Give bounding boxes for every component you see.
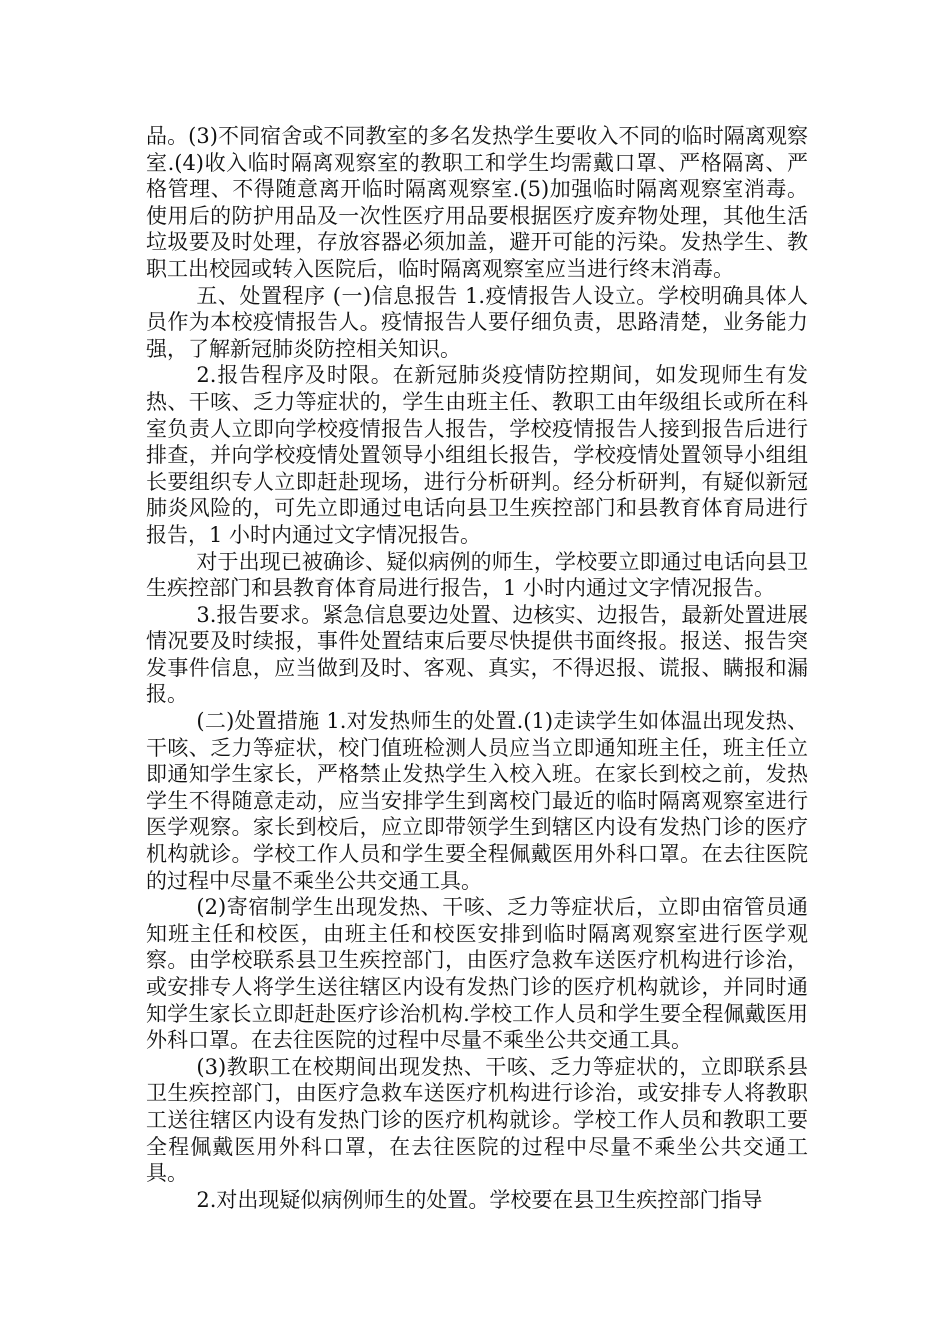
paragraph-4: 对于出现已被确诊、疑似病例的师生，学校要立即通过电话向县卫生疾控部门和县教育体育局进行报告，1 小时内通过文字情况报告。 xyxy=(146,549,808,601)
paragraph-1: 品。(3)不同宿舍或不同教室的多名发热学生要收入不同的临时隔离观察室.(4)收入临时隔离观察室的教职工和学生均需戴口罩、严格隔离、严格管理、不得随意离开临时隔离观察室.(5)加强临时隔离观察室消毒。使用后的防护用品及一次性医疗用品要根据医疗废弃物处理，其他生活垃圾要及时处理，存放容器必须加盖，避开可能的污染。发热学生、教职工出校园或转入医院后，临时隔离观察室应当进行终末消毒。 xyxy=(146,124,808,281)
paragraph-7: (2)寄宿制学生出现发热、干咳、乏力等症状后，立即由宿管员通知班主任和校医，由班主任和校医安排到临时隔离观察室进行医学观察。由学校联系县卫生疾控部门，由医疗急救车送医疗机构进行诊治，或安排专人将学生送往辖区内设有发热门诊的医疗机构就诊，并同时通知学生家长立即赶赴医疗诊治机构.学校工作人员和学生要全程佩戴医用外科口罩。在去往医院的过程中尽量不乘坐公共交通工具。 xyxy=(146,895,808,1053)
paragraph-3: 2.报告程序及时限。在新冠肺炎疫情防控期间，如发现师生有发热、干咳、乏力等症状的，学生由班主任、教职工由年级组长或所在科室负责人立即向学校疫情报告人报告，学校疫情报告人接到报告后进行排查，并向学校疫情处置领导小组组长报告，学校疫情处置领导小组组长要组织专人立即赶赴现场，进行分析研判。经分析研判，有疑似新冠肺炎风险的，可先立即通过电话向县卫生疾控部门和县教育体育局进行报告，1 小时内通过文字情况报告。 xyxy=(146,363,808,547)
paragraph-5: 3.报告要求。紧急信息要边处置、边核实、边报告，最新处置进展情况要及时续报，事件处置结束后要尽快提供书面终报。报送、报告突发事件信息，应当做到及时、客观、真实，不得迟报、谎报、瞒报和漏报。 xyxy=(146,602,808,707)
paragraph-8: (3)教职工在校期间出现发热、干咳、乏力等症状的，立即联系县卫生疾控部门，由医疗急救车送医疗机构进行诊治，或安排专人将教职工送往辖区内设有发热门诊的医疗机构就诊。学校工作人员和教职工要全程佩戴医用外科口罩，在去往医院的过程中尽量不乘坐公共交通工具。 xyxy=(146,1054,808,1186)
paragraph-6: (二)处置措施 1.对发热师生的处置.(1)走读学生如体温出现发热、干咳、乏力等症状，校门值班检测人员应当立即通知班主任，班主任立即通知学生家长，严格禁止发热学生入校入班。在家长到校之前，发热学生不得随意走动，应当安排学生到离校门最近的临时隔离观察室进行医学观察。家长到校后，应立即带领学生到辖区内设有发热门诊的医疗机构就诊。学校工作人员和学生要全程佩戴医用外科口罩。在去往医院的过程中尽量不乘坐公共交通工具。 xyxy=(146,709,808,893)
paragraph-9: 2.对出现疑似病例师生的处置。学校要在县卫生疾控部门指导 xyxy=(196,1187,763,1212)
document-body xyxy=(146,123,808,1213)
paragraph-2: 五、处置程序 (一)信息报告 1.疫情报告人设立。学校明确具体人员作为本校疫情报告人。疫情报告人要仔细负责，思路清楚，业务能力强，了解新冠肺炎防控相关知识。 xyxy=(146,283,808,361)
